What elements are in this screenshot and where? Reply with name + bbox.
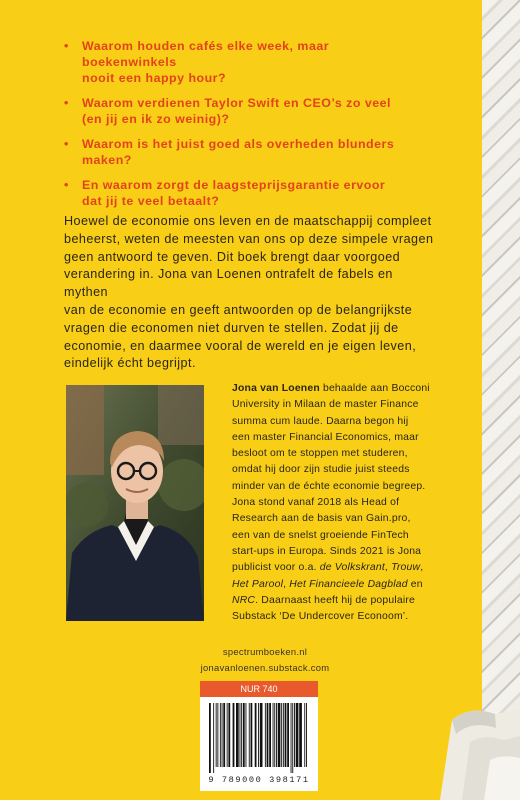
bio-text: Research aan de basis van Gain.pro, <box>232 513 411 525</box>
barcode-bar <box>304 703 305 767</box>
question-item <box>64 38 404 86</box>
barcode-bar <box>241 703 242 767</box>
question-line: Waarom houden cafés elke week, maar boekenwinkels <box>82 39 330 69</box>
bio-text: een master Financial Economics, maar <box>232 431 419 443</box>
blurb-paragraph <box>64 213 434 373</box>
blurb-line: van de economie en geeft antwoorden op de belangrijkste <box>64 302 413 317</box>
blurb-line: verandering in. Jona van Loenen ontrafelt de fabels en mythen <box>64 267 393 300</box>
publication-name: Het Parool <box>232 578 284 590</box>
author-portrait-illustration <box>66 385 204 621</box>
barcode-bar <box>281 703 282 767</box>
nur-badge: NUR 740 <box>200 681 318 697</box>
publisher-website: spectrumboeken.nl <box>222 646 308 657</box>
barcode-bar <box>296 703 299 767</box>
barcode-bar <box>278 703 281 767</box>
question-item <box>64 136 404 168</box>
barcode-bar <box>220 703 221 767</box>
publication-name: de Volkskrant <box>319 562 385 574</box>
barcode-bar <box>273 703 274 767</box>
question-line: Waarom verdienen Taylor Swift en CEO’s zo veel <box>82 96 391 110</box>
barcode-bar <box>294 703 295 767</box>
bio-text: besloot om te stoppen met studeren, <box>232 448 408 460</box>
barcode-bar <box>249 703 250 767</box>
barcode-bar <box>299 703 302 767</box>
bullet: • <box>64 137 69 151</box>
barcode-bar <box>283 703 284 767</box>
barcode-bar <box>222 703 223 767</box>
barcode-bar <box>246 703 247 767</box>
blurb-line: beheerst, weten de meesten van ons op deze simpele vragen <box>64 231 434 246</box>
barcode-bar <box>227 703 228 767</box>
bio-text: , <box>283 578 290 590</box>
isbn-number: 9 789000 398171 <box>208 775 310 785</box>
question-list <box>64 38 404 218</box>
bio-text: University in Milaan de master Finance <box>232 399 419 411</box>
bio-text: , <box>384 562 392 574</box>
barcode-bar <box>240 703 241 767</box>
barcode-bar <box>292 703 293 773</box>
barcode-bar <box>217 703 218 767</box>
barcode-bar <box>255 703 257 767</box>
bio-text: Jona stond vanaf 2018 als Head of <box>232 497 400 509</box>
blurb-line: vragen die economen niet durven te stellen. Zodat jij de <box>64 320 399 335</box>
barcode-bar <box>209 703 211 773</box>
barcode-icon <box>207 703 311 773</box>
question-line: nooit een happy hour? <box>82 71 227 85</box>
barcode-bar <box>265 703 266 767</box>
barcode-bar <box>306 703 307 767</box>
blurb-line: geen antwoord te geven. Dit boek brengt daar voorgoed <box>64 249 401 264</box>
barcode-bar <box>269 703 271 767</box>
bio-text: omdat hij door zijn studie juist steeds <box>232 464 410 476</box>
bio-text: summa cum laude. Daarna begon hij <box>232 415 409 427</box>
barcode-bar <box>233 703 235 767</box>
paper-curl-decoration <box>400 650 520 800</box>
publisher-links <box>190 644 340 676</box>
bullet: • <box>64 96 69 110</box>
barcode-bar <box>236 703 239 767</box>
bio-text: minder van de échte economie begreep. <box>232 480 426 492</box>
question-item <box>64 177 404 209</box>
barcode-bar <box>251 703 253 767</box>
bio-text: . Daarnaast heeft hij de populaire <box>255 594 415 606</box>
barcode-bar <box>274 703 275 767</box>
blurb-line: economie, en daarmee vooral de wereld en je eigen leven, <box>64 338 417 353</box>
barcode-bar <box>285 703 287 767</box>
barcode-bar <box>267 703 269 767</box>
question-line: dat jij te veel betaalt? <box>82 194 220 208</box>
publication-name: Het Financieele Dagblad <box>289 578 408 590</box>
bio-text: start-ups in Europa. Sinds 2021 is Jona <box>232 545 422 557</box>
publication-name: NRC <box>232 594 256 606</box>
barcode-bar <box>216 703 217 767</box>
author-substack: jonavanloenen.substack.com <box>200 662 330 673</box>
bio-text: en <box>407 578 423 590</box>
barcode-bar <box>258 703 259 767</box>
bullet: • <box>64 178 69 192</box>
question-item <box>64 95 404 127</box>
question-line: (en jij en ik zo weinig)? <box>82 112 230 126</box>
barcode-bar <box>291 703 292 773</box>
author-photo <box>66 385 204 621</box>
bio-text: behaalde aan Bocconi <box>319 383 430 394</box>
blurb-line: Hoewel de economie ons leven en de maatschappij compleet <box>64 214 432 228</box>
bullet: • <box>64 39 69 53</box>
question-line: En waarom zorgt de laagsteprijsgarantie ervoor <box>82 178 386 192</box>
bio-text: een van de snelst groeiende FinTech <box>232 529 409 541</box>
barcode-bar <box>213 703 214 773</box>
barcode-bar <box>243 703 245 767</box>
question-line: Waarom is het juist goed als overheden blunders maken? <box>82 137 395 167</box>
publication-name: Trouw <box>391 562 421 574</box>
barcode-bar <box>223 703 225 767</box>
bio-text: Substack ‘De Undercover Econoom’. <box>232 611 409 623</box>
bio-text: publicist voor o.a. <box>232 562 320 574</box>
author-name: Jona van Loenen <box>232 383 320 394</box>
blurb-line: eindelijk écht begrijpt. <box>64 356 196 371</box>
barcode-bar <box>260 703 263 767</box>
barcode-bar <box>276 703 277 767</box>
barcode-bar <box>287 703 289 767</box>
barcode-bar <box>228 703 230 767</box>
author-bio <box>232 381 446 625</box>
isbn-barcode <box>200 697 318 791</box>
bio-text: , <box>420 562 424 574</box>
